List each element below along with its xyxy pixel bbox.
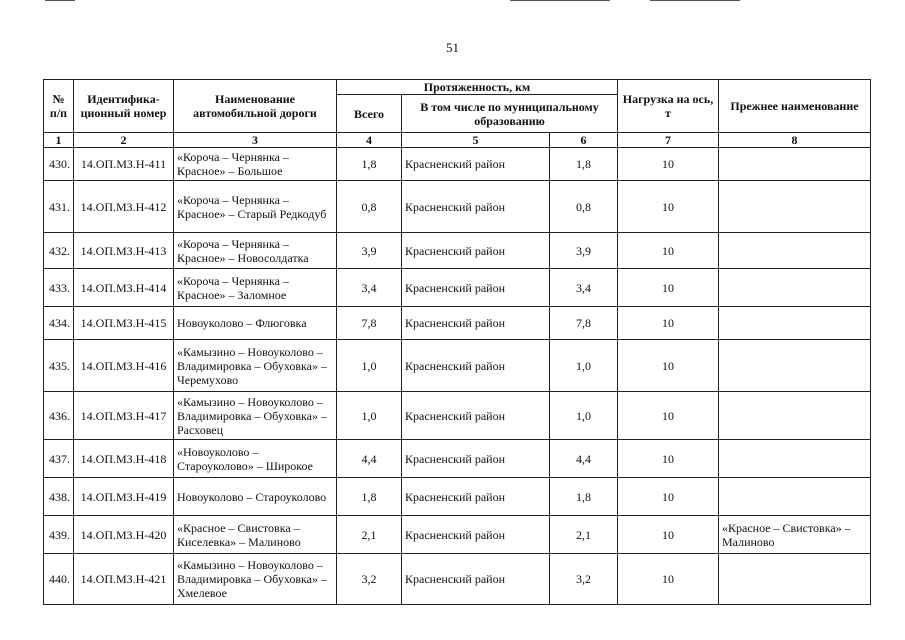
header-id: Идентифика-ционный номер — [74, 80, 174, 133]
district-length: 1,0 — [550, 340, 618, 392]
previous-name — [719, 307, 871, 340]
table-row — [44, 148, 871, 181]
header-total: Всего — [337, 95, 402, 133]
district-length: 7,8 — [550, 307, 618, 340]
roads-table — [43, 79, 871, 605]
road-id: 14.ОП.МЗ.Н-415 — [74, 307, 174, 340]
header-including: В том числе по муниципальному образованию — [402, 95, 618, 133]
length-total: 1,0 — [337, 340, 402, 392]
top-rule-left — [45, 0, 75, 1]
road-name: «Короча – Чернянка – Красное» – Большое — [174, 148, 337, 181]
row-number: 435. — [44, 340, 74, 392]
row-number: 437. — [44, 440, 74, 478]
district-length: 1,8 — [550, 478, 618, 516]
district: Красненский район — [402, 392, 550, 440]
table-row — [44, 307, 871, 340]
road-id: 14.ОП.МЗ.Н-413 — [74, 233, 174, 269]
road-id: 14.ОП.МЗ.Н-421 — [74, 554, 174, 605]
table-row — [44, 181, 871, 233]
length-total: 1,8 — [337, 478, 402, 516]
axle-load: 10 — [618, 516, 719, 554]
length-total: 7,8 — [337, 307, 402, 340]
header-road-name: Наименование автомобильной дороги — [174, 80, 337, 133]
district-length: 3,2 — [550, 554, 618, 605]
road-name: «Камызино – Новоуколово – Владимировка – Обуховка» – Черемухово — [174, 340, 337, 392]
col-number: 3 — [174, 133, 337, 148]
district: Красненский район — [402, 554, 550, 605]
axle-load: 10 — [618, 440, 719, 478]
length-total: 4,4 — [337, 440, 402, 478]
top-rule-right — [650, 0, 740, 1]
row-number: 440. — [44, 554, 74, 605]
road-name: «Короча – Чернянка – Красное» – Заломное — [174, 269, 337, 307]
road-name: «Красное – Свистовка – Киселевка» – Малиново — [174, 516, 337, 554]
top-rule-mid — [510, 0, 610, 1]
length-total: 1,8 — [337, 148, 402, 181]
table-row — [44, 392, 871, 440]
district-length: 3,9 — [550, 233, 618, 269]
previous-name — [719, 478, 871, 516]
axle-load: 10 — [618, 233, 719, 269]
length-total: 3,4 — [337, 269, 402, 307]
road-id: 14.ОП.МЗ.Н-417 — [74, 392, 174, 440]
axle-load: 10 — [618, 148, 719, 181]
previous-name: «Красное – Свистовка» – Малиново — [719, 516, 871, 554]
col-number: 7 — [618, 133, 719, 148]
col-number: 4 — [337, 133, 402, 148]
previous-name — [719, 392, 871, 440]
col-number: 8 — [719, 133, 871, 148]
length-total: 3,9 — [337, 233, 402, 269]
col-number: 6 — [550, 133, 618, 148]
previous-name — [719, 269, 871, 307]
row-number: 432. — [44, 233, 74, 269]
axle-load: 10 — [618, 554, 719, 605]
district: Красненский район — [402, 516, 550, 554]
previous-name — [719, 440, 871, 478]
road-name: «Камызино – Новоуколово – Владимировка – Обуховка» – Хмелевое — [174, 554, 337, 605]
district: Красненский район — [402, 233, 550, 269]
row-number: 439. — [44, 516, 74, 554]
table-row — [44, 233, 871, 269]
previous-name — [719, 233, 871, 269]
header-length-group: Протяженность, км — [337, 80, 618, 95]
district: Красненский район — [402, 307, 550, 340]
district-length: 2,1 — [550, 516, 618, 554]
row-number: 431. — [44, 181, 74, 233]
road-name: Новоуколово – Староуколово — [174, 478, 337, 516]
road-id: 14.ОП.МЗ.Н-418 — [74, 440, 174, 478]
length-total: 3,2 — [337, 554, 402, 605]
road-name: «Короча – Чернянка – Красное» – Новосолдатка — [174, 233, 337, 269]
row-number: 436. — [44, 392, 74, 440]
axle-load: 10 — [618, 340, 719, 392]
axle-load: 10 — [618, 392, 719, 440]
row-number: 438. — [44, 478, 74, 516]
road-id: 14.ОП.МЗ.Н-411 — [74, 148, 174, 181]
district: Красненский район — [402, 148, 550, 181]
district-length: 0,8 — [550, 181, 618, 233]
col-number: 1 — [44, 133, 74, 148]
district: Красненский район — [402, 181, 550, 233]
district-length: 1,8 — [550, 148, 618, 181]
table-row — [44, 269, 871, 307]
axle-load: 10 — [618, 307, 719, 340]
table-row — [44, 554, 871, 605]
table-row — [44, 516, 871, 554]
row-number: 433. — [44, 269, 74, 307]
district-length: 4,4 — [550, 440, 618, 478]
column-number-row — [44, 133, 871, 148]
road-id: 14.ОП.МЗ.Н-420 — [74, 516, 174, 554]
table-row — [44, 478, 871, 516]
axle-load: 10 — [618, 269, 719, 307]
col-number: 5 — [402, 133, 550, 148]
col-number: 2 — [74, 133, 174, 148]
road-name: «Короча – Чернянка – Красное» – Старый Редкодуб — [174, 181, 337, 233]
header-axle-load: Нагрузка на ось, т — [618, 80, 719, 133]
length-total: 0,8 — [337, 181, 402, 233]
previous-name — [719, 554, 871, 605]
page-number: 51 — [446, 40, 459, 55]
table-row — [44, 340, 871, 392]
previous-name — [719, 148, 871, 181]
axle-load: 10 — [618, 478, 719, 516]
road-id: 14.ОП.МЗ.Н-412 — [74, 181, 174, 233]
axle-load: 10 — [618, 181, 719, 233]
length-total: 2,1 — [337, 516, 402, 554]
row-number: 430. — [44, 148, 74, 181]
header-previous-name: Прежнее наименование — [719, 80, 871, 133]
district: Красненский район — [402, 269, 550, 307]
row-number: 434. — [44, 307, 74, 340]
district: Красненский район — [402, 440, 550, 478]
previous-name — [719, 181, 871, 233]
district-length: 3,4 — [550, 269, 618, 307]
table-row — [44, 440, 871, 478]
district-length: 1,0 — [550, 392, 618, 440]
district: Красненский район — [402, 478, 550, 516]
district: Красненский район — [402, 340, 550, 392]
road-id: 14.ОП.МЗ.Н-416 — [74, 340, 174, 392]
road-id: 14.ОП.МЗ.Н-414 — [74, 269, 174, 307]
previous-name — [719, 340, 871, 392]
road-name: «Камызино – Новоуколово – Владимировка – Обуховка» – Расховец — [174, 392, 337, 440]
road-id: 14.ОП.МЗ.Н-419 — [74, 478, 174, 516]
road-name: Новоуколово – Флюговка — [174, 307, 337, 340]
length-total: 1,0 — [337, 392, 402, 440]
header-num: № п/п — [44, 80, 74, 133]
road-name: «Новоуколово – Староуколово» – Широкое — [174, 440, 337, 478]
